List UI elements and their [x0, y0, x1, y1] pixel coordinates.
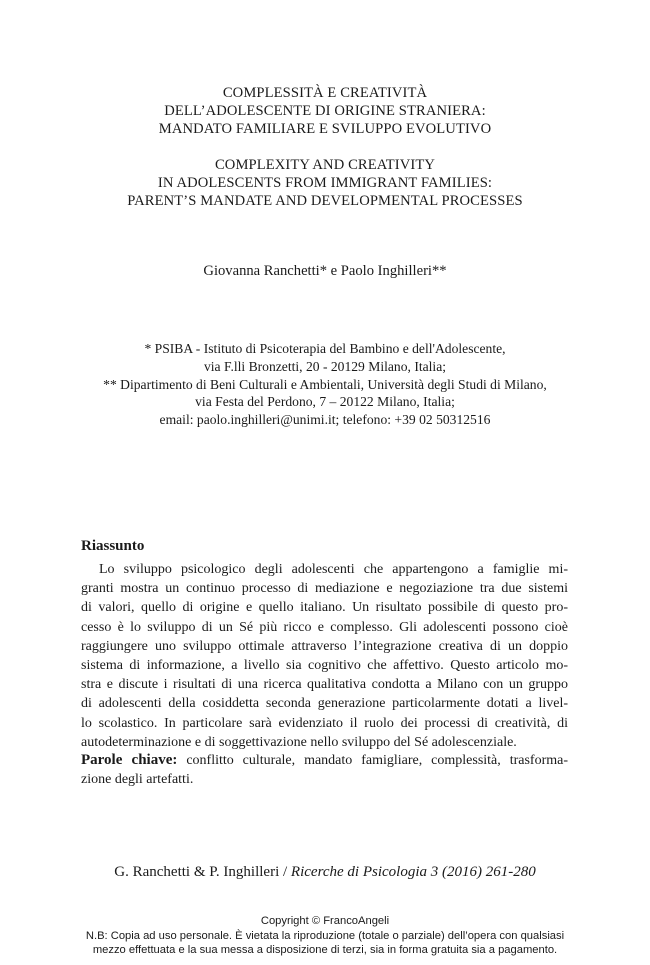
keywords: [81, 751, 568, 789]
affiliations: [0, 340, 650, 429]
copyright-line: N.B: Copia ad uso personale. È vietata la riproduzione (totale o parziale) dell’opera con qualsiasi: [85, 929, 565, 942]
affiliation-line: ** Dipartimento di Beni Culturali e Ambientali, Università degli Studi di Milano,: [103, 376, 547, 392]
affiliation-line: email: paolo.inghilleri@unimi.it; telefono: +39 02 50312516: [159, 412, 491, 428]
english-title-line: COMPLEXITY AND CREATIVITY: [214, 157, 436, 173]
copyright-line: mezzo effettuata e la sua messa a disposizione di terzi, sia in forma gratuita sia a pagamento.: [92, 944, 558, 957]
abstract-line: stra e discute i risultati di una ricerca qualitativa condotta a Milano con un gruppo: [81, 677, 568, 693]
journal-citation: [0, 864, 650, 881]
abstract-line: raggiungere uno sviluppo ottimale attraverso l’integrazione creativa di un doppio: [81, 638, 568, 654]
abstract-heading: Riassunto: [81, 538, 145, 554]
abstract-line: di adolescenti della cosiddetta seconda generazione particolarmente dotati a livel-: [81, 696, 568, 712]
keywords-line: [81, 751, 568, 770]
italian-title-line: DELL’ADOLESCENTE DI ORIGINE STRANIERA:: [164, 103, 486, 119]
citation-journal: Ricerche di Psicologia 3 (2016) 261-280: [290, 864, 536, 880]
italian-title: [0, 84, 650, 138]
abstract-line: lo scolastico. In particolare sarà evidenziato il ruolo dei processi di creatività, di: [81, 715, 568, 731]
keywords-line: zione degli artefatti.: [81, 772, 194, 788]
english-title: [0, 156, 650, 210]
authors: Giovanna Ranchetti* e Paolo Inghilleri**: [203, 263, 447, 279]
italian-title-line: COMPLESSITÀ E CREATIVITÀ: [222, 85, 428, 101]
copyright-notice: [0, 914, 650, 958]
english-title-line: PARENT’S MANDATE AND DEVELOPMENTAL PROCESSES: [127, 193, 523, 209]
abstract-line: autodeterminazione e di soggettivazione nello sviluppo del Sé adolescenziale.: [81, 734, 517, 750]
abstract-line: cesso è lo sviluppo di un Sé più ricco e complesso. Gli adolescenti possono cioè: [81, 619, 568, 635]
affiliation-line: * PSIBA - Istituto di Psicoterapia del Bambino e dell'Adolescente,: [144, 341, 506, 356]
abstract-line: Lo sviluppo psicologico degli adolescenti che appartengono a famiglie mi-: [99, 562, 568, 577]
abstract-line: di valori, quello di origine e quello italiano. Un risultato possibile di questo pro-: [81, 600, 568, 616]
affiliation-line: via F.lli Bronzetti, 20 - 20129 Milano, Italia;: [203, 358, 447, 374]
keywords-text: conflitto culturale, mandato famigliare, complessità, trasforma-: [186, 753, 568, 768]
abstract-line: sistema di informazione, a livello sia cognitivo che affettivo. Questo articolo mo-: [81, 658, 568, 674]
english-title-line: IN ADOLESCENTS FROM IMMIGRANT FAMILIES:: [157, 175, 493, 191]
italian-title-line: MANDATO FAMILIARE E SVILUPPO EVOLUTIVO: [158, 121, 492, 137]
copyright-line: Copyright © FrancoAngeli: [260, 915, 390, 927]
abstract-line: granti mostra un continuo processo di mediazione e negoziazione tra due sistemi: [81, 581, 568, 597]
keywords-label: Parole chiave:: [81, 752, 178, 768]
abstract-body: [81, 560, 568, 752]
affiliation-line: via Festa del Perdono, 7 – 20122 Milano, Italia;: [195, 394, 455, 410]
citation-authors: G. Ranchetti & P. Inghilleri /: [114, 864, 291, 880]
